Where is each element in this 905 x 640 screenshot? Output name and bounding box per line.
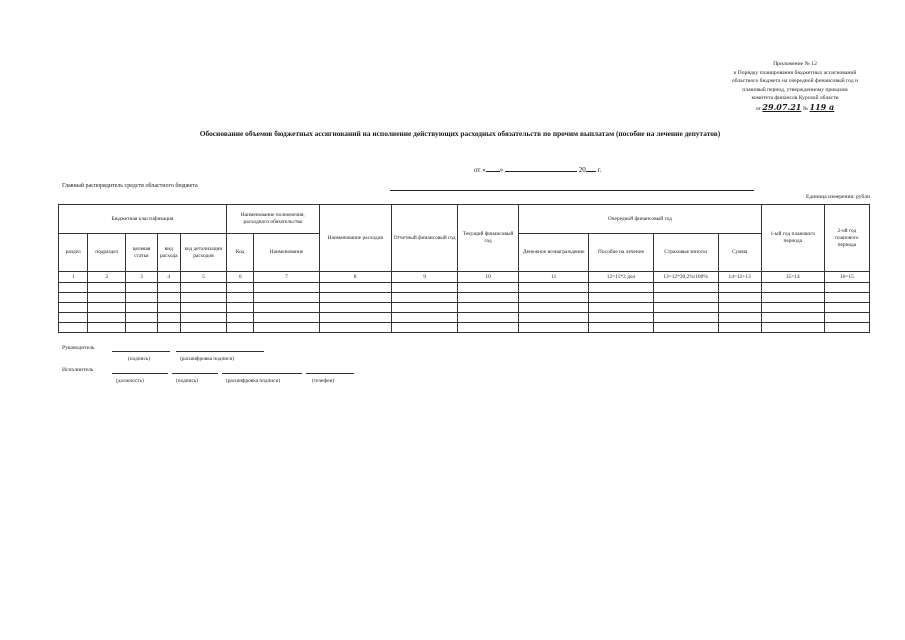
date-close: » [499, 166, 504, 174]
head-signature-caption: (подпись) [128, 356, 150, 362]
header-row-1 [59, 205, 870, 234]
column-number: 6 [227, 272, 254, 283]
appendix-date-prefix: от [755, 105, 761, 112]
column-number: 4 [157, 272, 180, 283]
appendix-number-handwritten: 119 а [809, 101, 835, 112]
column-number: 12=11*2 дол [589, 272, 653, 283]
detail-code-header: код детализации расходов [180, 234, 226, 272]
chief-manager-blank-line [390, 190, 754, 191]
obligation-header: Наименование полномочия, расходного обязательства [227, 205, 319, 234]
appendix-line: Приложение № 12 [773, 61, 817, 67]
date-line [474, 163, 601, 174]
column-number: 2 [88, 272, 126, 283]
target-item-header: целевая статья [126, 234, 158, 272]
next-year-header: Очередной финансовый год [519, 205, 762, 234]
column-number: 16=15 [824, 272, 869, 283]
column-number: 14=12+13 [718, 272, 761, 283]
executor-name-caption: (расшифровка подписи) [226, 378, 281, 384]
head-name-line [176, 351, 264, 352]
unit-label: Единица измерения: рубли [806, 194, 870, 200]
column-number: 15=14 [761, 272, 824, 283]
appendix-block [700, 60, 890, 114]
column-number-row [59, 272, 870, 283]
treatment-header: Пособие на лечение [589, 234, 653, 272]
expense-name-header: Наименование расходов [319, 205, 391, 272]
column-number: 8 [319, 272, 391, 283]
table-row [59, 323, 870, 333]
table-row [59, 293, 870, 303]
table-row [59, 303, 870, 313]
reporting-year-header: Отчетный финансовый год [391, 205, 457, 272]
column-number: 13=12*30,2%/100% [653, 272, 718, 283]
executor-signature-line [172, 373, 218, 374]
year-suffix: г. [597, 166, 602, 174]
month-blank [505, 163, 577, 172]
date-from: от « [474, 166, 486, 174]
table-row [59, 283, 870, 293]
executor-label: Исполнитель [62, 367, 94, 373]
column-number: 10 [458, 272, 519, 283]
head-label: Руководитель [62, 345, 95, 351]
column-number: 11 [519, 272, 589, 283]
insurance-header: Страховые взносы [653, 234, 718, 272]
executor-position-caption: (должность) [116, 378, 144, 384]
column-number: 1 [59, 272, 88, 283]
executor-signature-caption: (подпись) [176, 378, 198, 384]
executor-phone-line [306, 373, 354, 374]
executor-name-line [222, 373, 302, 374]
section-header: раздел [59, 234, 88, 272]
year-prefix: 20 [578, 166, 586, 174]
budget-classification-header: Бюджетная классификация [59, 205, 227, 234]
name-header: Наименование [254, 234, 319, 272]
executor-phone-caption: (телефон) [312, 378, 335, 384]
budget-table [58, 204, 870, 333]
column-number: 7 [254, 272, 319, 283]
head-name-caption: (расшифровка подписи) [180, 356, 235, 362]
year-blank [586, 163, 596, 172]
sum-header: Сумма [718, 234, 761, 272]
code-header: Код [227, 234, 254, 272]
appendix-line: областного бюджета на очередной финансовый год и [731, 78, 859, 85]
appendix-number-prefix: № [802, 105, 809, 112]
appendix-line: плановый период, утвержденному приказом [742, 86, 848, 93]
appendix-line: к Порядку планирования бюджетных ассигнований [733, 69, 857, 76]
plan-year-1-header: 1-ый год планового периода [761, 205, 824, 272]
day-blank [486, 163, 500, 172]
appendix-date-handwritten: 29.07.21 [762, 101, 802, 112]
chief-manager-label: Главный распорядитель средств областного бюджета [62, 183, 198, 189]
column-number: 9 [391, 272, 457, 283]
allowance-header: Денежное вознаграждение [519, 234, 589, 272]
column-number: 3 [126, 272, 158, 283]
subsection-header: подраздел [88, 234, 126, 272]
head-signature-line [112, 351, 170, 352]
column-number: 5 [180, 272, 226, 283]
appendix-line: комитета финансов Курской области [751, 95, 839, 102]
executor-position-line [112, 373, 168, 374]
document-title: Обоснование объемов бюджетных ассигнований на исполнение действующих расходных обязательств по прочим выплатам (пособие на лечение депутатов) [199, 129, 721, 138]
appendix-date-line [700, 103, 890, 114]
plan-year-2-header: 2-ой год планового периода [824, 205, 869, 272]
table-row [59, 313, 870, 323]
expense-type-header: вид расхода [157, 234, 180, 272]
current-year-header: Текущий финансовый год [458, 205, 519, 272]
